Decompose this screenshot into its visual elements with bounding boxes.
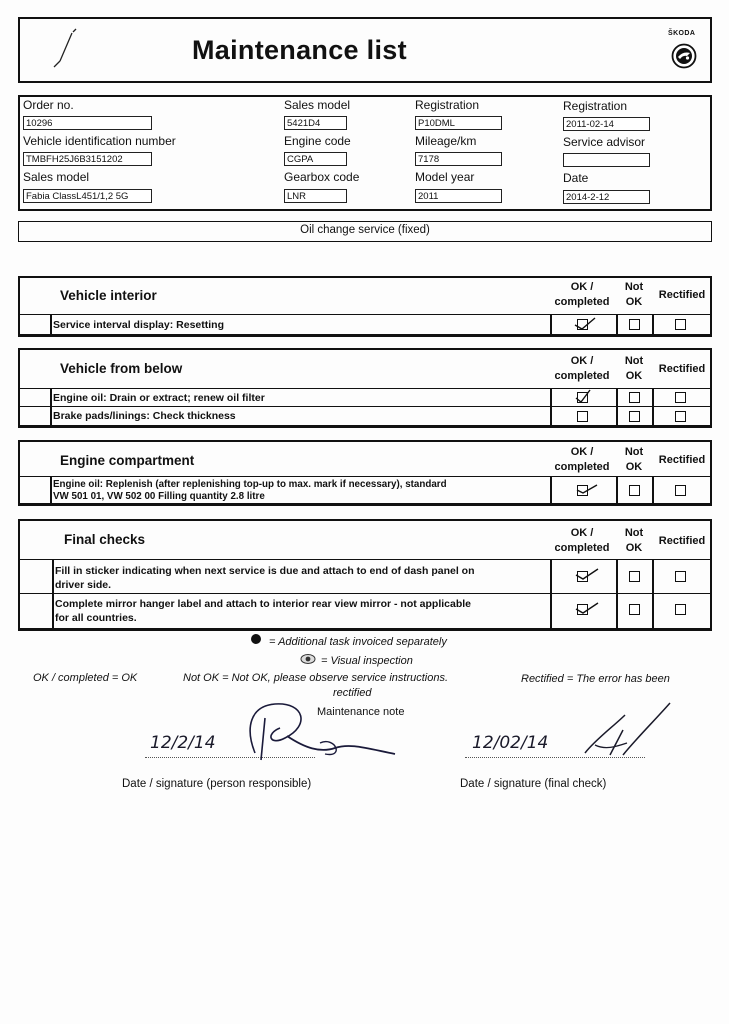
check-mark-icon bbox=[573, 597, 601, 617]
brand-text: ŠKODA bbox=[668, 30, 696, 37]
divider bbox=[652, 314, 654, 335]
check-mark-icon bbox=[572, 314, 598, 332]
legend-visual-inspection: = Visual inspection bbox=[321, 655, 413, 667]
divider bbox=[652, 476, 654, 504]
section-engine-compartment bbox=[18, 440, 712, 506]
divider bbox=[652, 388, 654, 426]
divider bbox=[616, 314, 618, 335]
sales-model-name-label: Sales model bbox=[23, 170, 90, 184]
notok-checkbox[interactable] bbox=[629, 392, 640, 403]
item-text: Engine oil: Replenish (after replenishing top-up to max. mark if necessary), standard VW 501 01, VW 502 00 Filling quantity 2.8 litre bbox=[53, 479, 447, 502]
engine-code-label: Engine code bbox=[284, 134, 351, 148]
col-rectified-header: Rectified bbox=[658, 535, 706, 547]
col-rectified-header: Rectified bbox=[658, 363, 706, 375]
left-signature-label: Date / signature (person responsible) bbox=[122, 778, 312, 790]
date-label: Date bbox=[563, 171, 589, 185]
mileage-label: Mileage/km bbox=[415, 134, 477, 148]
legend-ok-definition: OK / completed = OK bbox=[33, 672, 138, 684]
left-signature-date: 12/2/14 bbox=[150, 733, 216, 753]
registration-date-field[interactable]: 2011-02-14 bbox=[563, 117, 650, 131]
notok-checkbox[interactable] bbox=[629, 411, 640, 422]
vin-field[interactable]: TMBFH25J6B3151202 bbox=[23, 152, 152, 166]
item-text: Complete mirror hanger label and attach to interior rear view mirror - not applicable for all countries. bbox=[55, 598, 472, 624]
section-title: Vehicle from below bbox=[60, 361, 183, 376]
check-mark-icon bbox=[573, 563, 601, 583]
section-vehicle-from-below bbox=[18, 348, 712, 428]
order-no-label: Order no. bbox=[23, 98, 74, 112]
checklist-row bbox=[20, 388, 710, 407]
mileage-field[interactable]: 7178 bbox=[415, 152, 502, 166]
gearbox-code-label: Gearbox code bbox=[284, 170, 360, 184]
vin-label: Vehicle identification number bbox=[23, 134, 176, 148]
item-text: Engine oil: Drain or extract; renew oil filter bbox=[53, 392, 265, 404]
registration-plate-field[interactable]: P10DML bbox=[415, 116, 502, 130]
item-text: Fill in sticker indicating when next service is due and attach to end of dash panel on driver side. bbox=[55, 565, 475, 591]
divider bbox=[50, 476, 52, 504]
col-ok-header: OK / completed bbox=[554, 446, 610, 473]
check-mark-icon bbox=[574, 480, 600, 496]
sales-model-name-field[interactable]: Fabia ClassL451/1,2 5G bbox=[23, 189, 152, 203]
vehicle-info-box bbox=[18, 95, 712, 211]
legend-rectified-definition-cont: rectified bbox=[333, 687, 372, 699]
check-mark-icon bbox=[573, 388, 593, 404]
col-rectified-header: Rectified bbox=[658, 289, 706, 301]
section-title: Engine compartment bbox=[60, 453, 195, 468]
divider bbox=[616, 559, 618, 629]
service-advisor-label: Service advisor bbox=[563, 135, 646, 149]
rectified-checkbox[interactable] bbox=[675, 485, 686, 496]
model-year-label: Model year bbox=[415, 170, 475, 184]
left-signature-line bbox=[145, 757, 315, 758]
section-title: Vehicle interior bbox=[60, 288, 157, 303]
rectified-checkbox[interactable] bbox=[675, 571, 686, 582]
registration-plate-label: Registration bbox=[415, 98, 480, 112]
item-text: Service interval display: Resetting bbox=[53, 319, 224, 331]
checklist-row bbox=[20, 406, 710, 426]
divider bbox=[50, 314, 52, 335]
col-ok-header: OK / completed bbox=[554, 355, 610, 382]
order-no-field[interactable]: 10296 bbox=[23, 116, 152, 130]
eye-icon bbox=[300, 653, 316, 665]
legend-additional-task: = Additional task invoiced separately bbox=[269, 636, 447, 648]
date-field[interactable]: 2014-2-12 bbox=[563, 190, 650, 204]
engine-code-field[interactable]: CGPA bbox=[284, 152, 347, 166]
service-advisor-field[interactable] bbox=[563, 153, 650, 167]
rectified-checkbox[interactable] bbox=[675, 392, 686, 403]
rectified-checkbox[interactable] bbox=[675, 604, 686, 615]
divider bbox=[550, 559, 552, 629]
right-signature-date: 12/02/14 bbox=[472, 733, 549, 753]
notok-checkbox[interactable] bbox=[629, 319, 640, 330]
legend-notok-definition: Not OK = Not OK, please observe service instructions. bbox=[183, 672, 449, 684]
section-vehicle-interior bbox=[18, 276, 712, 337]
divider bbox=[616, 388, 618, 426]
bullet-dot-icon bbox=[250, 633, 262, 645]
section-final-checks bbox=[18, 519, 712, 631]
rectified-checkbox[interactable] bbox=[675, 319, 686, 330]
col-ok-header: OK / completed bbox=[554, 527, 610, 554]
col-ok-header: OK / completed bbox=[554, 281, 610, 308]
legend-rectified-definition: Rectified = The error has been bbox=[521, 673, 670, 685]
divider bbox=[50, 388, 52, 426]
right-signature-label: Date / signature (final check) bbox=[460, 778, 607, 790]
sales-model-code-label: Sales model bbox=[284, 98, 351, 112]
service-type-bar bbox=[18, 221, 712, 242]
model-year-field[interactable]: 2011 bbox=[415, 189, 502, 203]
right-signature-scribble bbox=[565, 695, 685, 770]
notok-checkbox[interactable] bbox=[629, 485, 640, 496]
divider bbox=[550, 388, 552, 426]
item-text: Brake pads/linings: Check thickness bbox=[53, 410, 236, 422]
divider bbox=[550, 314, 552, 335]
checklist-row bbox=[20, 593, 710, 629]
skoda-logo-icon bbox=[671, 43, 697, 69]
maintenance-note-label: Maintenance note bbox=[317, 706, 405, 718]
rectified-checkbox[interactable] bbox=[675, 411, 686, 422]
header-box bbox=[18, 17, 712, 83]
divider bbox=[52, 559, 54, 629]
divider bbox=[616, 476, 618, 504]
divider bbox=[652, 559, 654, 629]
checklist-row bbox=[20, 559, 710, 594]
col-notok-header: Not OK bbox=[624, 527, 644, 554]
col-rectified-header: Rectified bbox=[658, 454, 706, 466]
service-type-label: Oil change service (fixed) bbox=[300, 224, 430, 236]
checklist-row bbox=[20, 314, 710, 335]
pen-mark-icon bbox=[42, 27, 82, 71]
notok-checkbox[interactable] bbox=[629, 571, 640, 582]
ok-checkbox[interactable] bbox=[577, 411, 588, 422]
col-notok-header: Not OK bbox=[624, 281, 644, 308]
page-title: Maintenance list bbox=[192, 35, 407, 65]
registration-date-label: Registration bbox=[563, 99, 628, 113]
checklist-row bbox=[20, 476, 710, 504]
col-notok-header: Not OK bbox=[624, 355, 644, 382]
notok-checkbox[interactable] bbox=[629, 604, 640, 615]
gearbox-code-field[interactable]: LNR bbox=[284, 189, 347, 203]
right-signature-line bbox=[465, 757, 645, 758]
sales-model-code-field[interactable]: 5421D4 bbox=[284, 116, 347, 130]
section-title: Final checks bbox=[64, 532, 146, 547]
divider bbox=[550, 476, 552, 504]
col-notok-header: Not OK bbox=[624, 446, 644, 473]
